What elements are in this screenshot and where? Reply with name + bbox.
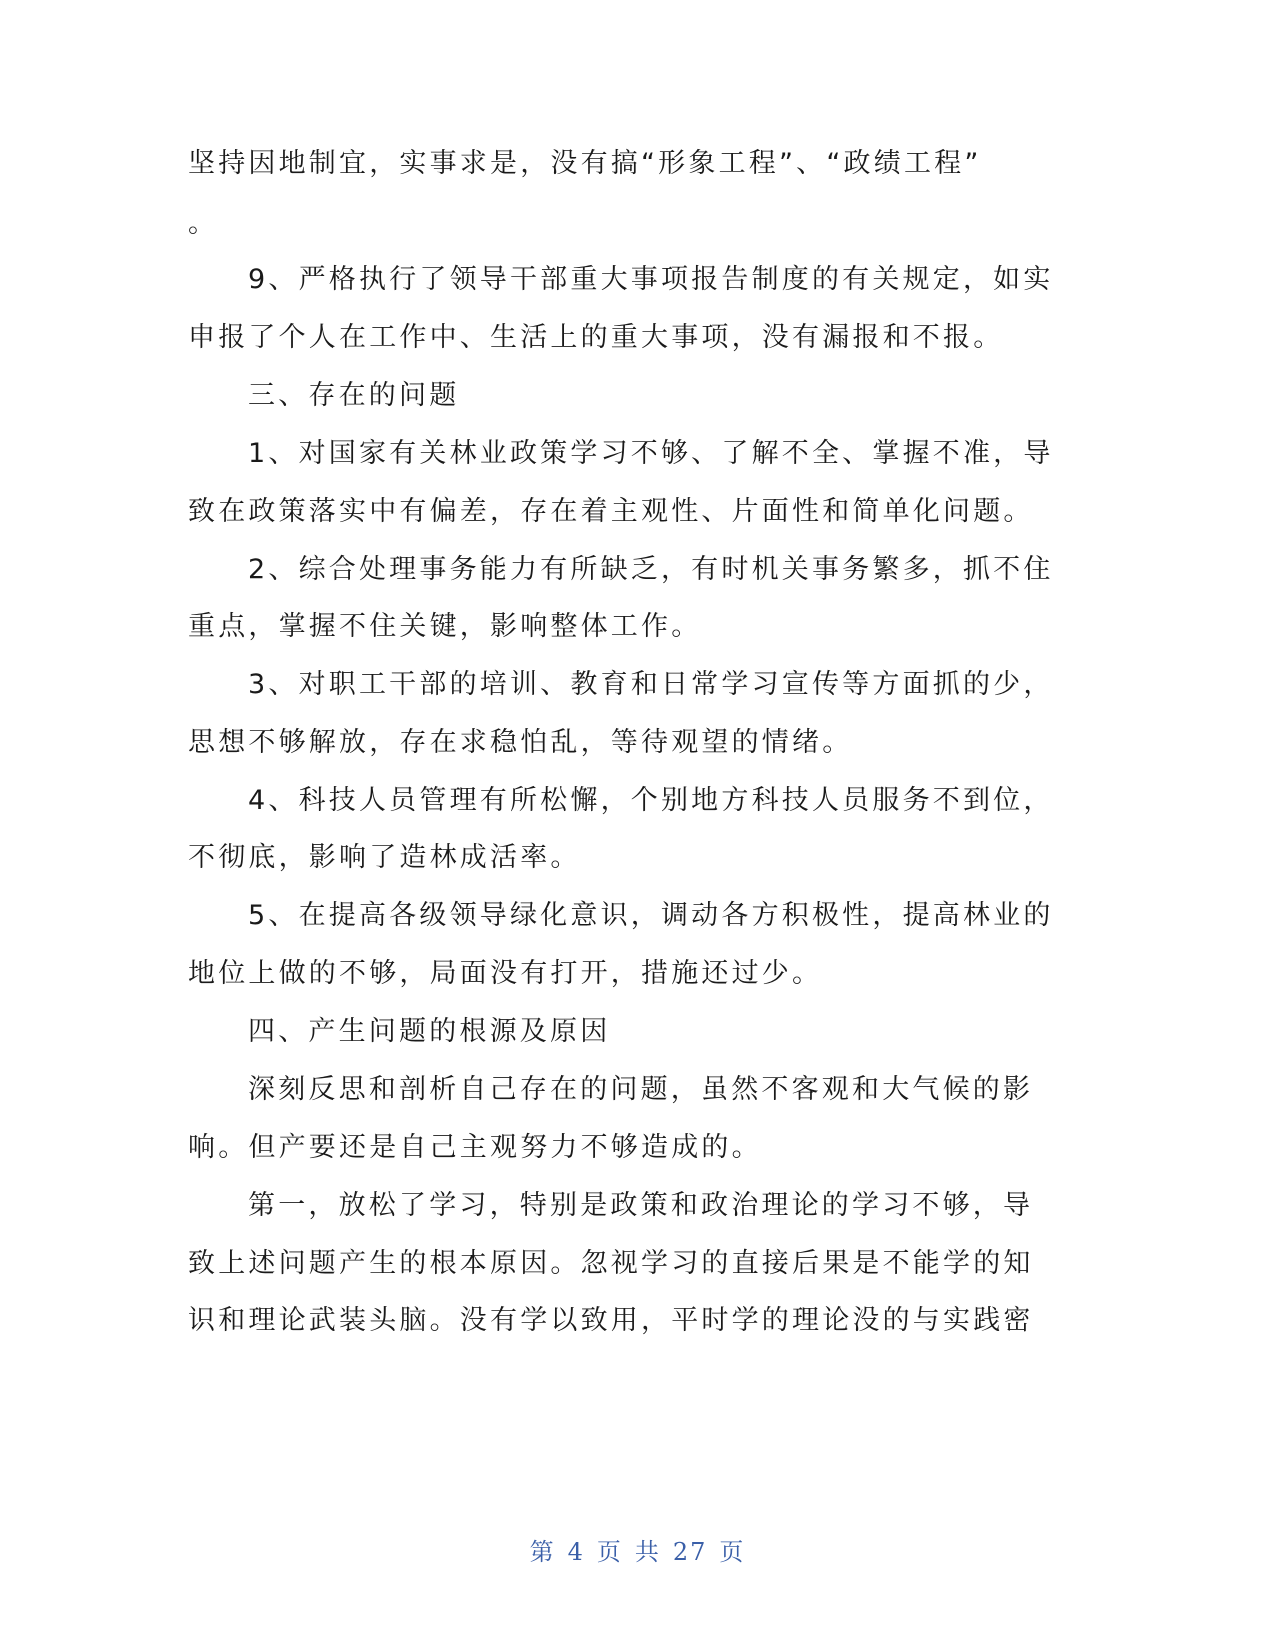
footer-total-prefix: 共 [634,1538,661,1566]
footer-suffix: 页 [719,1538,746,1566]
text-line-21: 识和理论武装头脑。没有学以致用，平时学的理论没的与实践密 [188,1305,1034,1336]
text-line-7: 致在政策落实中有偏差，存在着主观性、片面性和简单化问题。 [188,496,1034,527]
footer-current-page: 4 [567,1538,585,1566]
text-line-9: 重点，掌握不住关键，影响整体工作。 [188,611,702,642]
section-heading-4: 四、产生问题的根源及原因 [248,1016,611,1047]
text-line-10: 3、对职工干部的培训、教育和日常学习宣传等方面抓的少， [248,669,1054,700]
section-heading-3: 三、存在的问题 [248,380,460,411]
footer-page-word: 页 [596,1538,623,1566]
text-line-15: 地位上做的不够，局面没有打开，措施还过少。 [188,958,823,989]
text-line-13: 不彻底，影响了造林成活率。 [188,842,581,873]
text-line-1: 坚持因地制宜，实事求是，没有搞“形象工程”、“政绩工程” [188,148,982,179]
text-line-18: 响。但产要还是自己主观努力不够造成的。 [188,1132,762,1163]
text-line-8: 2、综合处理事务能力有所缺乏，有时机关事务繁多，抓不住 [248,554,1054,585]
text-line-19: 第一，放松了学习，特别是政策和政治理论的学习不够，导 [248,1190,1034,1221]
text-line-3: 9、严格执行了领导干部重大事项报告制度的有关规定，如实 [248,264,1054,295]
text-line-6: 1、对国家有关林业政策学习不够、了解不全、掌握不准，导 [248,438,1054,469]
page-number-footer [0,1532,1275,1567]
footer-prefix: 第 [529,1538,556,1566]
text-line-14: 5、在提高各级领导绿化意识，调动各方积极性，提高林业的 [248,900,1054,931]
text-line-2: 。 [188,208,219,239]
text-line-12: 4、科技人员管理有所松懈，个别地方科技人员服务不到位， [248,785,1054,816]
text-line-17: 深刻反思和剖析自己存在的问题，虽然不客观和大气候的影 [248,1074,1034,1105]
footer-total-pages: 27 [672,1538,708,1566]
text-line-4: 申报了个人在工作中、生活上的重大事项，没有漏报和不报。 [188,322,1004,353]
text-line-11: 思想不够解放，存在求稳怕乱，等待观望的情绪。 [188,727,853,758]
text-line-20: 致上述问题产生的根本原因。忽视学习的直接后果是不能学的知 [188,1248,1034,1279]
